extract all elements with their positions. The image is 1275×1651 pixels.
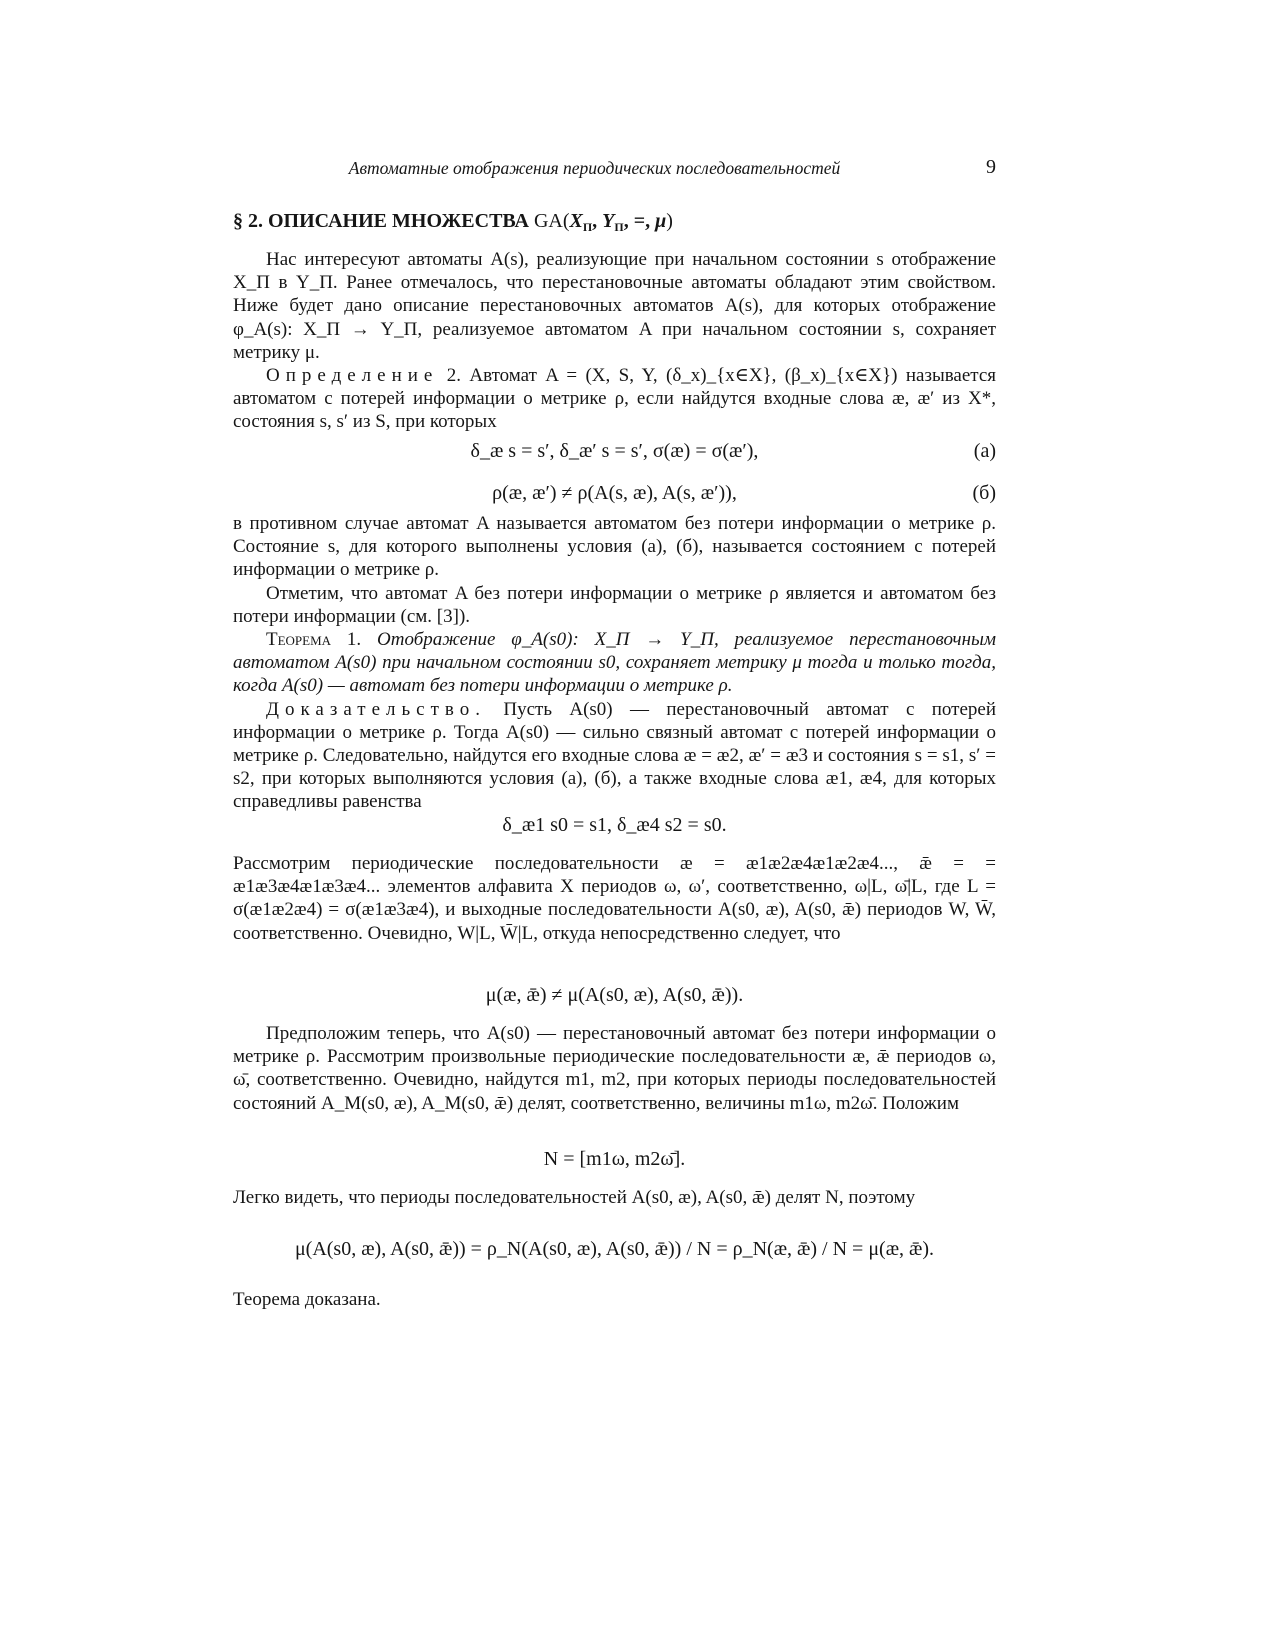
equation-a-tag: (а) <box>973 440 996 462</box>
equation-b-body: ρ(æ, æ′) ≠ ρ(A(s, æ), A(s, æ′)), <box>492 482 737 504</box>
second-part-block <box>233 1022 996 1115</box>
remark-paragraph: Отметим, что автомат A без потери информации о метрике ρ является и автоматом без потери информации (см. [3]). <box>233 582 996 627</box>
section-title: § 2. ОПИСАНИЕ МНОЖЕСТВА <box>233 210 529 232</box>
section-formula: $GA(X_П$, $Y_П$, =, μ) <box>533 210 673 234</box>
equation-a-body: δ_æ s = s′, δ_æ′ s = s′, σ(æ) = σ(æ′), <box>470 440 759 462</box>
equation-c <box>233 814 996 844</box>
conclusion-paragraph: Теорема доказана. <box>233 1289 381 1310</box>
middle-block <box>233 512 996 814</box>
equation-a <box>233 440 996 470</box>
periods-paragraph: Легко видеть, что периоды последовательностей A(s0, æ), A(s0, ǣ) делят N, поэтому <box>233 1187 916 1208</box>
intro-paragraph: Нас интересуют автоматы A(s), реализующие при начальном состоянии s отображение X_П в Y_П. Ранее отмечалось, что перестановочные автоматы обладают этим свойством. Ниже будет дано описание перестановочных автоматов A(s), для которых отображение φ_A(s): X_П → Y_П, реализуемое автоматом A при начальном состоянии s, сохраняет метрику μ. <box>233 249 996 363</box>
equation-e <box>233 1148 996 1178</box>
conclusion-block <box>233 1288 996 1311</box>
section-heading <box>233 210 673 233</box>
theorem-paragraph <box>233 628 996 698</box>
second-part-paragraph: Предположим теперь, что A(s0) — перестановочный автомат без потери информации о метрике ρ. Рассмотрим произвольные периодические последовательности æ, ǣ периодов ω, ω̄, соответственно. Очевидно, найдутся m1, m2, при которых периоды последовательностей состояний A_M(s0, æ), A_M(s0, ǣ) делят, соответственно, величины m1ω, m2ω̄. Положим <box>233 1023 996 1114</box>
periods-block <box>233 1186 996 1209</box>
sequences-paragraph: Рассмотрим периодические последовательности æ = æ1æ2æ4æ1æ2æ4..., ǣ = = æ1æ3æ4æ1æ3æ4... элементов алфавита X периодов ω, ω′, соответственно, ω|L, ω̄|L, где L = σ(æ1æ2æ4) = σ(æ1æ3æ4), и выходные последовательности A(s0, æ), A(s0, ǣ) периодов W, W̄, соответственно. Очевидно, W|L, W̄|L, откуда непосредственно следует, что <box>233 853 996 944</box>
page-number: 9 <box>986 156 996 178</box>
theorem-text: Отображение φ_A(s0): X_П → Y_П, реализуемое перестановочным автоматом A(s0) при начальном состоянии s0, сохраняет метрику μ тогда и только тогда, когда A(s0) — автомат без потери информации о метрике ρ. <box>233 629 996 697</box>
definition-label: Определение <box>266 365 439 387</box>
proof-label: Доказательство. <box>266 698 486 720</box>
equation-f <box>233 1238 996 1278</box>
running-title: Автоматные отображения периодических последовательностей <box>348 158 841 178</box>
sequences-block <box>233 852 996 945</box>
proof-paragraph <box>233 698 996 814</box>
equation-f-body: μ(A(s0, æ), A(s0, ǣ)) = ρ_N(A(s0, æ), A(s0, ǣ)) / N = ρ_N(æ, ǣ) / N = μ(æ, ǣ). <box>294 1238 935 1260</box>
equation-b <box>233 482 996 512</box>
equation-c-body: δ_æ1 s0 = s1, δ_æ4 s2 = s0. <box>502 814 727 836</box>
intro-block <box>233 248 996 434</box>
equation-b-tag: (б) <box>972 482 996 504</box>
definition-text: 2. Автомат A = (X, S, Y, (δ_x)_{x∈X}, (β_x)_{x∈X}) называется автоматом с потерей информации о метрике ρ, если найдутся входные слова æ, æ′ из X*, состояния s, s′ из S, при которых <box>233 365 997 433</box>
paragraph-after-definition: в противном случае автомат A называется автоматом без потери информации о метрике ρ. Состояние s, для которого выполнены условия (а), (б), называется состоянием с потерей информации о метрике ρ. <box>233 513 996 581</box>
definition-paragraph <box>233 364 996 434</box>
running-header <box>233 156 996 182</box>
equation-e-body: N = [m1ω, m2ω̄]. <box>543 1148 686 1170</box>
equation-d-body: μ(æ, ǣ) ≠ μ(A(s0, æ), A(s0, ǣ)). <box>485 984 744 1006</box>
theorem-label: Теорема 1. <box>266 629 362 651</box>
equation-d <box>233 984 996 1014</box>
proof-text: Пусть A(s0) — перестановочный автомат с потерей информации о метрике ρ. Тогда A(s0) — сильно связный автомат с потерей информации о метрике ρ. Следовательно, найдутся его входные слова æ = æ2, æ′ = æ3 и состояния s = s1, s′ = s2, при которых выполняются условия (а), (б), а также входные слова æ1, æ4, для которых справедливы равенства <box>233 698 996 813</box>
